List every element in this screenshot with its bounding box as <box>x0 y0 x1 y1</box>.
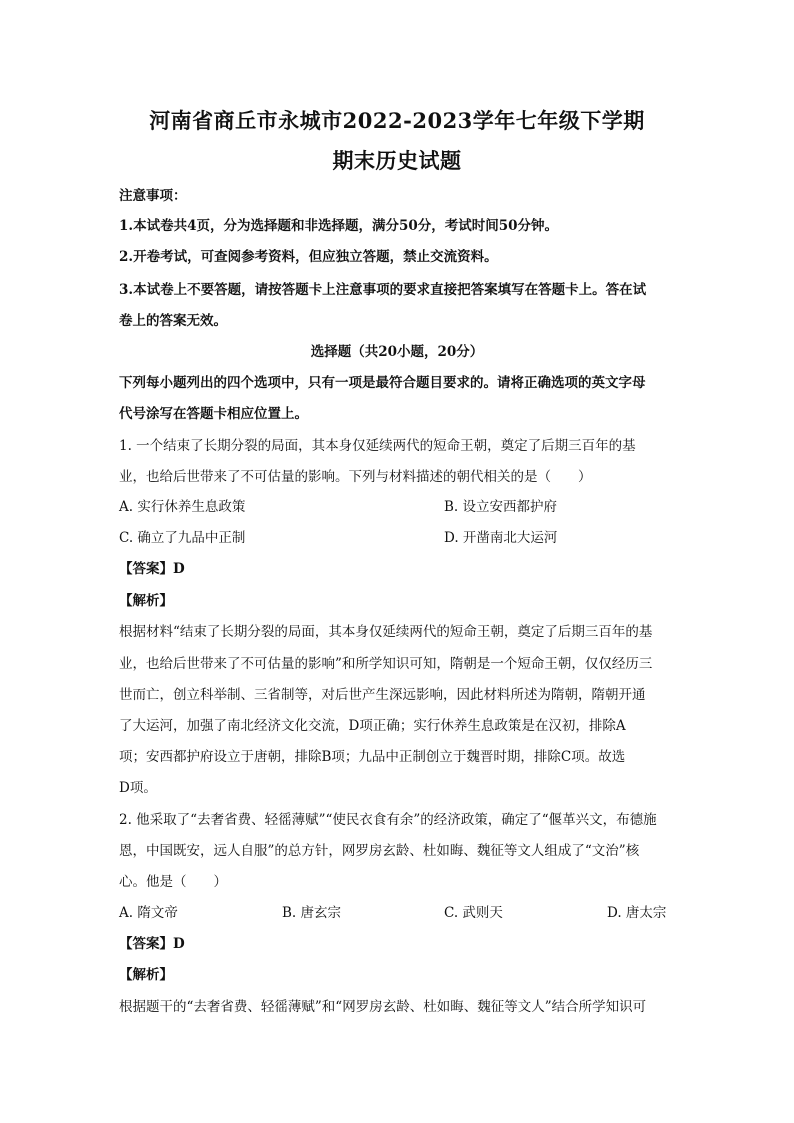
notice-heading: 注意事项： <box>119 188 187 204</box>
q1-analysis-line-3: 世而亡，创立科举制、三省制等，对后世产生深远影响，因此材料所述为隋朝，隋朝开通 <box>119 687 646 703</box>
q2-option-d: D. 唐太宗 <box>607 905 667 921</box>
q2-stem-line-2: 恩，中国既安，远人自服”的总方针，网罗房玄龄、杜如晦、魏征等文人组成了“文治”核 <box>119 843 640 859</box>
q1-analysis-line-4: 了大运河，加强了南北经济文化交流，D项正确；实行休养生息政策是在汉初，排除A <box>119 718 626 734</box>
section-title: 选择题（共20小题，20分） <box>310 344 484 360</box>
q1-analysis-label: 【解析】 <box>119 593 173 609</box>
q2-analysis-line-1: 根据题干的“去奢省费、轻徭薄赋”和“网罗房玄龄、杜如晦、魏征等文人”结合所学知识可 <box>119 999 647 1015</box>
q1-option-a: A. 实行休养生息政策 <box>119 499 246 515</box>
q1-option-b: B. 设立安西都护府 <box>444 499 558 515</box>
q1-answer: 【答案】D <box>119 561 185 577</box>
q1-option-d: D. 开凿南北大运河 <box>444 530 558 546</box>
section-instruction-line-2: 代号涂写在答题卡相应位置上。 <box>119 406 308 422</box>
q2-answer: 【答案】D <box>119 936 185 952</box>
q2-analysis-label: 【解析】 <box>119 967 173 983</box>
q2-stem-line-3: 心。他是（ ） <box>119 874 227 890</box>
q2-option-a: A. 隋文帝 <box>119 905 178 921</box>
q2-option-c: C. 武则天 <box>444 905 503 921</box>
page-subtitle: 期末历史试题 <box>332 148 462 173</box>
notice-item-3-line-2: 卷上的答案无效。 <box>119 313 227 329</box>
q1-analysis-line-1: 根据材料“结束了长期分裂的局面，其本身仅延续两代的短命王朝，奠定了后期三百年的基 <box>119 624 653 640</box>
q2-stem-line-1: 2. 他采取了“去奢省费、轻徭薄赋”“使民衣食有余”的经济政策，确定了“偃革兴文，布德施 <box>119 812 657 828</box>
notice-item-2: 2.开卷考试，可查阅参考资料，但应独立答题，禁止交流资料。 <box>119 249 498 265</box>
page-title: 河南省商丘市永城市2022-2023学年七年级下学期 <box>149 108 645 133</box>
q1-analysis-line-2: 业，也给后世带来了不可估量的影响”和所学知识可知，隋朝是一个短命王朝，仅仅经历三 <box>119 656 653 672</box>
q1-analysis-line-5: 项；安西都护府设立于唐朝，排除B项；九品中正制创立于魏晋时期，排除C项。故选 <box>119 749 626 765</box>
notice-item-3-line-1: 3.本试卷上不要答题，请按答题卡上注意事项的要求直接把答案填写在答题卡上。答在试 <box>119 282 647 298</box>
notice-item-1: 1.本试卷共4页，分为选择题和非选择题，满分50分，考试时间50分钟。 <box>119 218 559 234</box>
q1-stem-line-1: 1. 一个结束了长期分裂的局面，其本身仅延续两代的短命王朝，奠定了后期三百年的基 <box>119 438 636 454</box>
q1-option-c: C. 确立了九品中正制 <box>119 530 246 546</box>
q1-analysis-line-6: D项。 <box>119 780 157 796</box>
q2-option-b: B. 唐玄宗 <box>282 905 342 921</box>
q1-stem-line-2: 业，也给后世带来了不可估量的影响。下列与材料描述的朝代相关的是（ ） <box>119 469 592 485</box>
section-instruction-line-1: 下列每小题列出的四个选项中，只有一项是最符合题目要求的。请将正确选项的英文字母 <box>119 375 646 391</box>
